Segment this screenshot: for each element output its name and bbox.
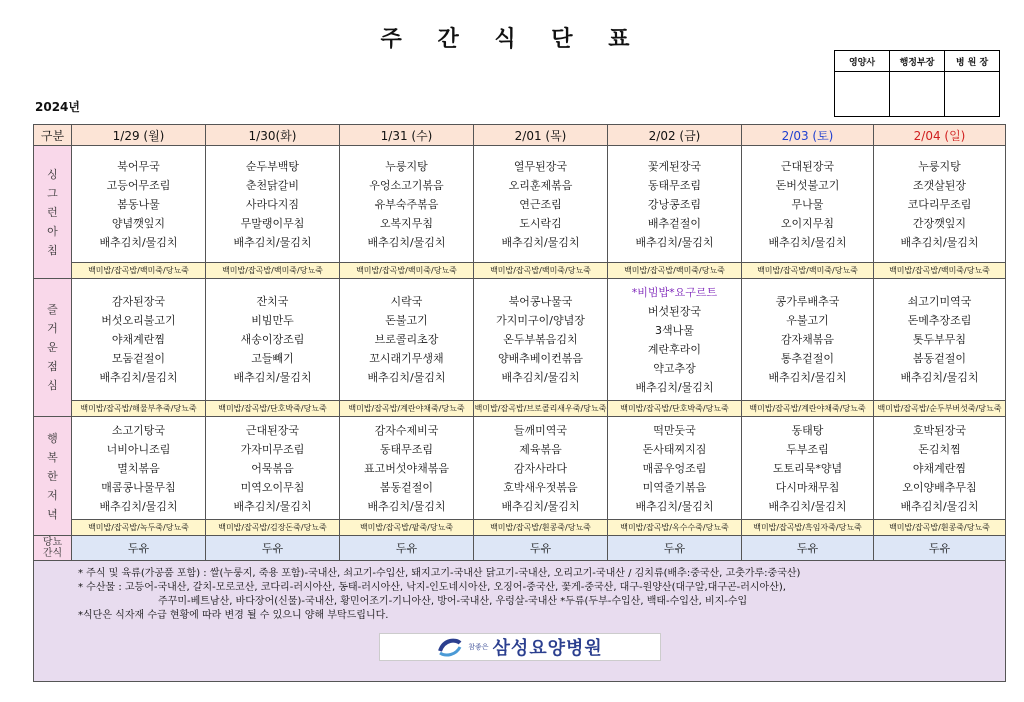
menu-item: 미역오이무침 bbox=[240, 480, 305, 494]
menu-item: 북어콩나물국 bbox=[508, 295, 573, 308]
menu-item: 무나물 bbox=[791, 197, 824, 211]
approval-header-admin: 행정부장 bbox=[890, 51, 945, 72]
menu-item: 어묵볶음 bbox=[251, 461, 294, 475]
menu-item: 시락국 bbox=[390, 295, 423, 308]
porridge-option: 백미밥/잡곡밥/백미죽/당뇨죽 bbox=[474, 263, 608, 279]
porridge-option: 백미밥/잡곡밥/단호박죽/당뇨죽 bbox=[206, 401, 340, 417]
menu-item: 감자수제비국 bbox=[374, 423, 439, 437]
breakfast-cell bbox=[206, 146, 340, 263]
menu-item: 브로콜리초장 bbox=[374, 333, 439, 346]
menu-item: 강낭콩조림 bbox=[647, 197, 702, 211]
menu-item: 꼬시래기무생채 bbox=[369, 352, 444, 365]
dinner-cell bbox=[206, 417, 340, 520]
note-line: *식단은 식자재 수급 현황에 따라 변경 될 수 있으니 양해 부탁드립니다. bbox=[78, 610, 389, 621]
page-title: 주 간 식 단 표 bbox=[380, 27, 644, 52]
menu-item: 배추김치/물김치 bbox=[233, 235, 312, 249]
menu-item: 미역줄기볶음 bbox=[642, 480, 707, 494]
menu-item: 두부조림 bbox=[786, 442, 829, 456]
lunch-row bbox=[34, 279, 1006, 401]
menu-item: 감자사라다 bbox=[513, 461, 568, 475]
breakfast-label: 싱 그 런 아 침 bbox=[34, 146, 72, 279]
menu-item: 온두부볶음김치 bbox=[503, 333, 578, 346]
menu-item: 꽃게된장국 bbox=[647, 159, 702, 173]
breakfast-cell bbox=[874, 146, 1006, 263]
menu-item: 통추겉절이 bbox=[780, 352, 835, 365]
menu-item: 근대된장국 bbox=[245, 423, 300, 437]
note-line: * 주식 및 육류(가공품 포함) : 쌀(누룽지, 죽용 포함)-국내산, 쇠고기-수입산, 돼지고기-국내산 닭고기-국내산, 오리고기-국내산 / 김치류(배추:중국산, 고춧가루:중국산) bbox=[78, 568, 801, 579]
menu-item: 오복지무침 bbox=[379, 216, 434, 230]
snack-item: 두유 bbox=[608, 536, 742, 561]
lunch-cell bbox=[874, 279, 1006, 401]
menu-item: 고등어무조림 bbox=[106, 178, 171, 192]
menu-item: 근대된장국 bbox=[780, 159, 835, 173]
porridge-option: 백미밥/잡곡밥/브로콜리새우죽/당뇨죽 bbox=[474, 401, 608, 417]
menu-item: 간장깻잎지 bbox=[912, 216, 967, 230]
porridge-option: 백미밥/잡곡밥/백미죽/당뇨죽 bbox=[340, 263, 474, 279]
porridge-option: 백미밥/잡곡밥/흰콩죽/당뇨죽 bbox=[874, 520, 1006, 536]
menu-item: 배추김치/물김치 bbox=[768, 235, 847, 249]
menu-item: 봄동겉절이 bbox=[912, 352, 967, 365]
menu-item: 제육볶음 bbox=[519, 442, 562, 456]
menu-item: 배추김치/물김치 bbox=[99, 371, 178, 384]
menu-item: 돈메추장조림 bbox=[907, 314, 972, 327]
dinner-cell bbox=[742, 417, 874, 520]
menu-item: 쇠고기미역국 bbox=[907, 295, 972, 308]
menu-item: 양배추베이컨볶음 bbox=[497, 352, 583, 365]
porridge-option: 백미밥/잡곡밥/김장돈죽/당뇨죽 bbox=[206, 520, 340, 536]
snack-item: 두유 bbox=[72, 536, 206, 561]
menu-item: 배추김치/물김치 bbox=[233, 371, 312, 384]
approval-header-dietitian: 영양사 bbox=[835, 51, 890, 72]
day-header-tue: 1/30(화) bbox=[206, 125, 340, 146]
porridge-option: 백미밥/잡곡밥/백미죽/당뇨죽 bbox=[72, 263, 206, 279]
menu-item: 연근조림 bbox=[519, 197, 562, 211]
porridge-option: 백미밥/잡곡밥/백미죽/당뇨죽 bbox=[608, 263, 742, 279]
snack-item: 두유 bbox=[474, 536, 608, 561]
note-line: * 수산물 : 고등어-국내산, 갈치-모로코산, 코다리-러시아산, 동태-러시아산, 낙지-인도네시아산, 오징어-중국산, 꽃게-중국산, 대구-원양산(대구알,대구곤-러시아산), bbox=[78, 582, 786, 593]
menu-item: 너비아니조림 bbox=[106, 442, 171, 456]
day-header-thu: 2/01 (목) bbox=[474, 125, 608, 146]
day-header-mon: 1/29 (월) bbox=[72, 125, 206, 146]
menu-item: 오이지무침 bbox=[780, 216, 835, 230]
logo-small-text: 참좋은 bbox=[468, 643, 489, 651]
menu-item: 콩가루배추국 bbox=[775, 295, 840, 308]
menu-item: 도토리묵*양념 bbox=[772, 461, 843, 475]
gubun-header: 구분 bbox=[34, 125, 72, 146]
snack-label: 당뇨 간식 bbox=[34, 536, 72, 561]
snack-item: 두유 bbox=[340, 536, 474, 561]
menu-item: 배추김치/물김치 bbox=[367, 371, 446, 384]
hospital-logo-icon bbox=[436, 637, 464, 657]
lunch-cell bbox=[742, 279, 874, 401]
menu-item: 오이양배추무침 bbox=[902, 480, 977, 494]
lunch-cell bbox=[474, 279, 608, 401]
approval-box bbox=[834, 50, 1000, 117]
lunch-cell bbox=[608, 279, 742, 401]
porridge-option: 백미밥/잡곡밥/녹두죽/당뇨죽 bbox=[72, 520, 206, 536]
menu-item: 배추김치/물김치 bbox=[501, 371, 580, 384]
menu-item: 양념깻잎지 bbox=[111, 216, 166, 230]
menu-item: 배추김치/물김치 bbox=[900, 371, 979, 384]
dinner-cell bbox=[474, 417, 608, 520]
porridge-option: 백미밥/잡곡밥/순두부버섯죽/당뇨죽 bbox=[874, 401, 1006, 417]
menu-item: 배추김치/물김치 bbox=[768, 499, 847, 513]
dinner-cell bbox=[72, 417, 206, 520]
menu-item: 돈김치찜 bbox=[918, 442, 961, 456]
lunch-cell bbox=[72, 279, 206, 401]
menu-item: 가자미무조림 bbox=[240, 442, 305, 456]
menu-item: 누룽지탕 bbox=[385, 159, 428, 173]
weekly-menu-table bbox=[33, 124, 1006, 682]
porridge-option: 백미밥/잡곡밥/계란야채죽/당뇨죽 bbox=[742, 401, 874, 417]
snack-row bbox=[34, 536, 1006, 561]
menu-item: 소고기탕국 bbox=[111, 423, 166, 437]
menu-item: 북어무국 bbox=[117, 159, 160, 173]
menu-item: 동태탕 bbox=[791, 423, 824, 437]
day-header-wed: 1/31 (수) bbox=[340, 125, 474, 146]
menu-item: 순두부백탕 bbox=[245, 159, 300, 173]
menu-item: 봄동겉절이 bbox=[379, 480, 434, 494]
breakfast-cell bbox=[72, 146, 206, 263]
menu-item: 우엉소고기볶음 bbox=[369, 178, 444, 192]
dinner-cell bbox=[608, 417, 742, 520]
menu-item: 3색나물 bbox=[655, 323, 694, 337]
menu-item: 조갯살된장 bbox=[912, 178, 967, 192]
porridge-option: 백미밥/잡곡밥/백미죽/당뇨죽 bbox=[742, 263, 874, 279]
menu-item: 다시마채무침 bbox=[775, 480, 840, 494]
menu-item: 비빔만두 bbox=[251, 314, 294, 327]
menu-item: 배추김치/물김치 bbox=[635, 499, 714, 513]
menu-item: 도시락김 bbox=[519, 216, 562, 230]
porridge-option: 백미밥/잡곡밥/단호박죽/당뇨죽 bbox=[608, 401, 742, 417]
menu-item: 배추겉절이 bbox=[647, 216, 702, 230]
dinner-row bbox=[34, 417, 1006, 520]
porridge-option: 백미밥/잡곡밥/팥죽/당뇨죽 bbox=[340, 520, 474, 536]
menu-item: 돈버섯불고기 bbox=[775, 178, 840, 192]
menu-item: *비빔밥*요구르트 bbox=[631, 285, 718, 299]
note-line: 주꾸미-베트남산, 바다장어(신물)-국내산, 황민어조기-기니아산, 방어-국내산, 우렁살-국내산 *두류(두부-수입산, 백태-수입산, 비지-수입 bbox=[158, 596, 748, 607]
lunch-cell bbox=[340, 279, 474, 401]
lunch-porridge-row bbox=[34, 401, 1006, 417]
menu-item: 배추김치/물김치 bbox=[635, 380, 714, 394]
menu-item: 배추김치/물김치 bbox=[900, 235, 979, 249]
porridge-option: 백미밥/잡곡밥/해물부추죽/당뇨죽 bbox=[72, 401, 206, 417]
menu-item: 배추김치/물김치 bbox=[501, 499, 580, 513]
menu-item: 무말랭이무침 bbox=[240, 216, 305, 230]
menu-item: 모둠겉절이 bbox=[111, 352, 166, 365]
menu-item: 야채계란찜 bbox=[111, 333, 166, 346]
menu-item: 표고버섯야채볶음 bbox=[363, 461, 449, 475]
lunch-cell bbox=[206, 279, 340, 401]
dinner-cell bbox=[874, 417, 1006, 520]
dinner-porridge-row bbox=[34, 520, 1006, 536]
menu-item: 새송이장조림 bbox=[240, 333, 305, 346]
menu-item: 열무된장국 bbox=[513, 159, 568, 173]
menu-item: 떡만둣국 bbox=[653, 423, 696, 437]
menu-item: 춘천닭갈비 bbox=[245, 178, 300, 192]
menu-item: 사라다지짐 bbox=[245, 197, 300, 211]
porridge-option: 백미밥/잡곡밥/백미죽/당뇨죽 bbox=[206, 263, 340, 279]
breakfast-row bbox=[34, 146, 1006, 263]
menu-item: 동태무조림 bbox=[379, 442, 434, 456]
menu-item: 계란후라이 bbox=[647, 342, 702, 356]
porridge-option: 백미밥/잡곡밥/흑임자죽/당뇨죽 bbox=[742, 520, 874, 536]
menu-item: 가지미구이/양념장 bbox=[496, 314, 585, 327]
menu-item: 버섯된장국 bbox=[647, 304, 702, 318]
breakfast-cell bbox=[474, 146, 608, 263]
menu-item: 버섯오리불고기 bbox=[101, 314, 176, 327]
menu-item: 약고추장 bbox=[653, 361, 696, 375]
menu-item: 배추김치/물김치 bbox=[233, 499, 312, 513]
porridge-option: 백미밥/잡곡밥/옥수수죽/당뇨죽 bbox=[608, 520, 742, 536]
porridge-option: 백미밥/잡곡밥/백미죽/당뇨죽 bbox=[874, 263, 1006, 279]
menu-item: 배추김치/물김치 bbox=[367, 235, 446, 249]
dinner-label: 행 복 한 저 녁 bbox=[34, 417, 72, 536]
day-header-row bbox=[34, 125, 1006, 146]
logo-name: 삼성요양병원 bbox=[492, 638, 603, 659]
approval-sign-director bbox=[945, 72, 1000, 117]
lunch-label: 즐 거 운 점 심 bbox=[34, 279, 72, 417]
menu-item: 돈사태찌지짐 bbox=[642, 442, 707, 456]
approval-sign-dietitian bbox=[835, 72, 890, 117]
menu-item: 배추김치/물김치 bbox=[367, 499, 446, 513]
menu-item: 매콤콩나물무침 bbox=[101, 480, 176, 494]
dinner-cell bbox=[340, 417, 474, 520]
breakfast-cell bbox=[742, 146, 874, 263]
porridge-option: 백미밥/잡곡밥/흰콩죽/당뇨죽 bbox=[474, 520, 608, 536]
day-header-sat: 2/03 (토) bbox=[742, 125, 874, 146]
menu-item: 야채계란찜 bbox=[912, 461, 967, 475]
menu-item: 돈불고기 bbox=[385, 314, 428, 327]
breakfast-cell bbox=[340, 146, 474, 263]
menu-item: 고들빼기 bbox=[251, 352, 294, 365]
year-label: 2024년 bbox=[35, 100, 80, 114]
menu-item: 유부숙주볶음 bbox=[374, 197, 439, 211]
menu-item: 톳두부무침 bbox=[912, 333, 967, 346]
hospital-logo bbox=[379, 633, 661, 661]
menu-item: 오리훈제볶음 bbox=[508, 178, 573, 192]
menu-item: 호박된장국 bbox=[912, 423, 967, 437]
porridge-option: 백미밥/잡곡밥/계란야채죽/당뇨죽 bbox=[340, 401, 474, 417]
day-header-fri: 2/02 (금) bbox=[608, 125, 742, 146]
menu-item: 배추김치/물김치 bbox=[768, 371, 847, 384]
menu-item: 우불고기 bbox=[786, 314, 829, 327]
snack-item: 두유 bbox=[742, 536, 874, 561]
approval-header-director: 병 원 장 bbox=[945, 51, 1000, 72]
menu-item: 멸치볶음 bbox=[117, 461, 160, 475]
approval-sign-admin bbox=[890, 72, 945, 117]
menu-item: 배추김치/물김치 bbox=[99, 235, 178, 249]
menu-item: 배추김치/물김치 bbox=[635, 235, 714, 249]
menu-item: 동태무조림 bbox=[647, 178, 702, 192]
menu-item: 코다리무조림 bbox=[907, 197, 972, 211]
menu-item: 봄동나물 bbox=[117, 197, 160, 211]
menu-item: 배추김치/물김치 bbox=[99, 499, 178, 513]
menu-item: 잔치국 bbox=[256, 295, 289, 308]
menu-item: 들깨미역국 bbox=[513, 423, 568, 437]
snack-item: 두유 bbox=[874, 536, 1006, 561]
day-header-sun: 2/04 (일) bbox=[874, 125, 1006, 146]
breakfast-cell bbox=[608, 146, 742, 263]
menu-item: 감자채볶음 bbox=[780, 333, 835, 346]
breakfast-porridge-row bbox=[34, 263, 1006, 279]
menu-item: 호박새우젓볶음 bbox=[503, 480, 578, 494]
menu-item: 누룽지탕 bbox=[918, 159, 961, 173]
menu-item: 감자된장국 bbox=[111, 295, 166, 308]
menu-item: 배추김치/물김치 bbox=[501, 235, 580, 249]
menu-item: 매콤우엉조림 bbox=[642, 461, 707, 475]
notes-section bbox=[34, 561, 1006, 682]
snack-item: 두유 bbox=[206, 536, 340, 561]
menu-item: 배추김치/물김치 bbox=[900, 499, 979, 513]
